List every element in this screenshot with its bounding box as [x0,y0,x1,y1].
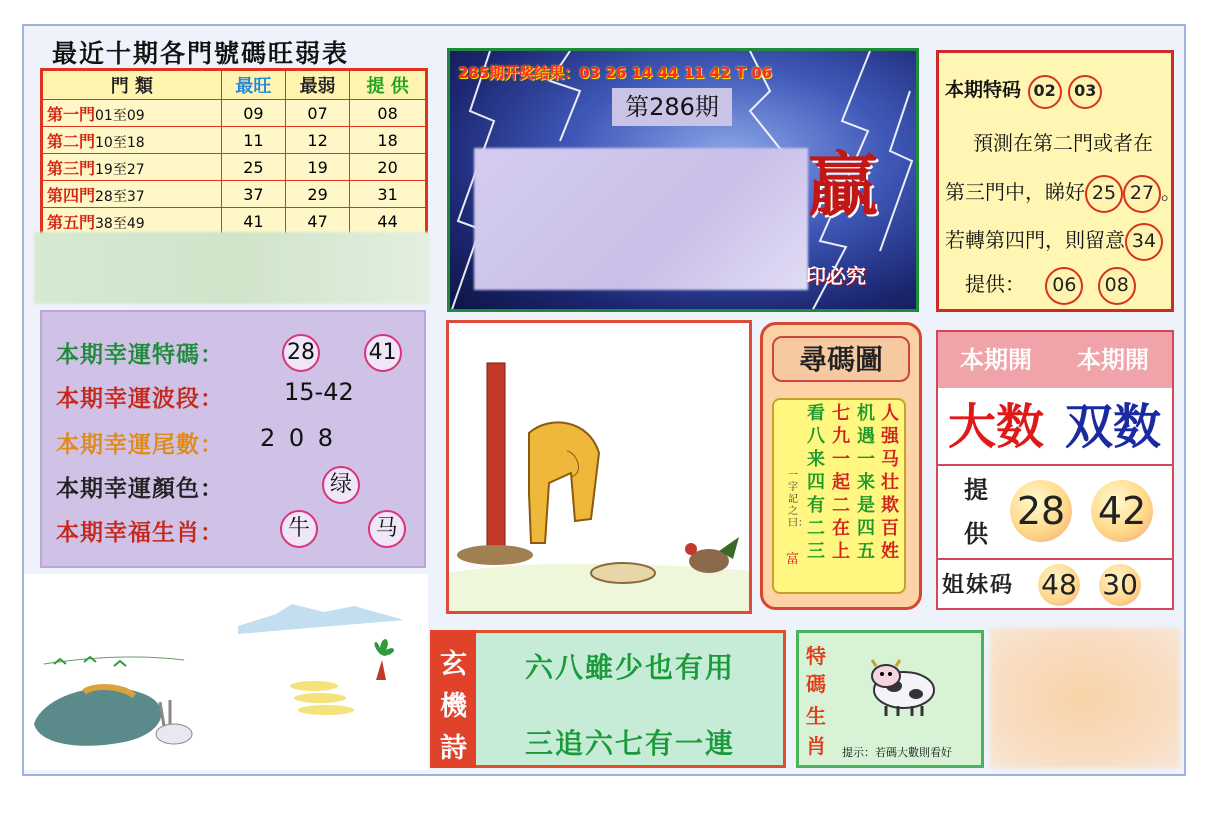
prediction-line-3 [945,223,1163,261]
prediction-line-1: 預測在第二門或者在 [973,131,1153,155]
lucky-wave-label: 本期幸運波段： [56,385,224,412]
lucky-panel [40,310,426,568]
max-cell: 11 [221,127,285,154]
poem-column: 人强马壮欺百姓 [881,403,899,562]
lucky-color-value [322,466,360,504]
table-row [42,181,427,208]
door-cell: 第一門01至09 [42,100,222,127]
col-header-give: 提 供 [350,70,427,100]
give-cell: 44 [350,208,427,236]
blurred-poster-area [474,148,808,290]
door-cell: 第三門19至27 [42,154,222,181]
lucky-color-ball: 绿 [322,466,360,504]
scroll-side-note-end: 富 [786,552,800,567]
poem-column: 看八来四有二三 [807,403,825,562]
mystic-side-char: 機 [440,691,467,722]
lucky-special-ball: 41 [364,334,402,372]
door-number-table [40,68,428,237]
provide-label: 提供 [964,476,988,548]
table-title: 最近十期各門號碼旺弱表 [52,39,350,68]
lucky-tail-label: 本期幸運尾數： [56,431,224,458]
lucky-zodiac-values [280,510,406,548]
poem-line-1: 六八雖少也有用 [524,651,735,684]
blurred-corner [990,628,1180,768]
max-cell: 25 [221,154,285,181]
pick-ball: 27 [1123,175,1161,213]
max-cell: 41 [221,208,285,236]
issue-number: 第286期 [612,88,732,126]
prediction-panel [936,50,1181,312]
landscape-illustration [24,574,428,770]
table-row [42,154,427,181]
provide-numbers [1010,480,1153,542]
cartoon-illustration [446,320,752,614]
rabbit-landscape-icon [24,574,428,770]
table-row [42,127,427,154]
lucky-tail-value: 2 0 8 [260,424,337,452]
provide-ball: 42 [1091,480,1153,542]
door-cell: 第二門10至18 [42,127,222,154]
prediction-text: 第三門中，睇好 [945,180,1085,204]
special-code-label: 本期特码 [945,79,1022,101]
sister-ball: 48 [1038,564,1080,606]
provide-ball: 28 [1010,480,1072,542]
prediction-line-2 [945,175,1181,213]
last-result-text: 285期开奖结果：03 26 14 44 11 42 T 06 [458,64,773,82]
zodiac-side-char: 生 [806,704,826,728]
max-cell: 37 [221,181,285,208]
sister-label: 姐妹码 [942,573,1015,598]
provide-label: 提供： [965,272,1025,296]
divider [938,558,1172,560]
lucky-special-values [282,334,402,372]
mystic-side-char: 詩 [440,733,467,764]
poem-column: 机遇一来是四五 [857,403,875,562]
lucky-wave-value: 15-42 [284,378,354,406]
give-cell: 20 [350,154,427,181]
special-code-line [945,75,1102,109]
open-header-1: 本期開 [938,332,1056,388]
poem-line-2: 三追六七有一連 [524,727,735,760]
provide-ball: 08 [1098,267,1136,305]
provide-ball: 06 [1045,267,1083,305]
divider [938,464,1172,466]
zodiac-side-char: 碼 [806,672,826,696]
mystic-side-char: 玄 [440,649,467,680]
give-cell: 31 [350,181,427,208]
table-header-row [42,70,427,100]
min-cell: 12 [285,127,349,154]
min-cell: 19 [285,154,349,181]
big-value-2: 双数 [1064,399,1161,455]
cow-icon [864,654,944,722]
special-code-ball: 03 [1068,75,1102,109]
zodiac-side-char: 肖 [806,734,826,758]
open-header-2: 本期開 [1054,332,1172,388]
sister-ball: 30 [1099,564,1141,606]
big-value-1: 大数 [947,399,1044,455]
lucky-color-label: 本期幸運顏色： [56,475,224,502]
scroll-title: 尋碼圖 [772,336,910,382]
scroll-side-note: 一字記之曰： [788,470,808,529]
special-code-ball: 02 [1028,75,1062,109]
door-cell: 第五門38至49 [42,208,222,236]
prediction-text: 若轉第四門，則留意 [945,228,1125,252]
prediction-text: 。 [1161,180,1181,204]
lucky-zodiac-ball: 马 [368,510,406,548]
zodiac-hint: 提示：若碼大數則看好 [842,746,952,759]
min-cell: 29 [285,181,349,208]
lucky-special-ball: 28 [282,334,320,372]
give-cell: 08 [350,100,427,127]
min-cell: 07 [285,100,349,127]
col-header-door: 門 類 [42,70,222,100]
col-header-min: 最弱 [285,70,349,100]
pick-ball: 34 [1125,223,1163,261]
table-row [42,100,427,127]
poem-column: 七九一起二在上 [832,403,850,562]
zodiac-side-char: 特 [806,644,826,668]
lucky-zodiac-ball: 牛 [280,510,318,548]
max-cell: 09 [221,100,285,127]
lucky-special-label: 本期幸運特碼： [56,341,224,368]
give-cell: 18 [350,127,427,154]
calf-and-rooster-icon [449,323,752,614]
col-header-max: 最旺 [221,70,285,100]
pick-ball: 25 [1085,175,1123,213]
door-cell: 第四門28至37 [42,181,222,208]
poster-title-char: 贏 [808,143,878,226]
sister-numbers [1038,564,1141,606]
blurred-banner [34,232,430,304]
lucky-zodiac-label: 本期幸福生肖： [56,519,224,546]
min-cell: 47 [285,208,349,236]
big-small-panel [936,330,1174,610]
poster-subtitle: 印必究 [806,264,866,288]
prediction-provide-line [965,267,1136,305]
